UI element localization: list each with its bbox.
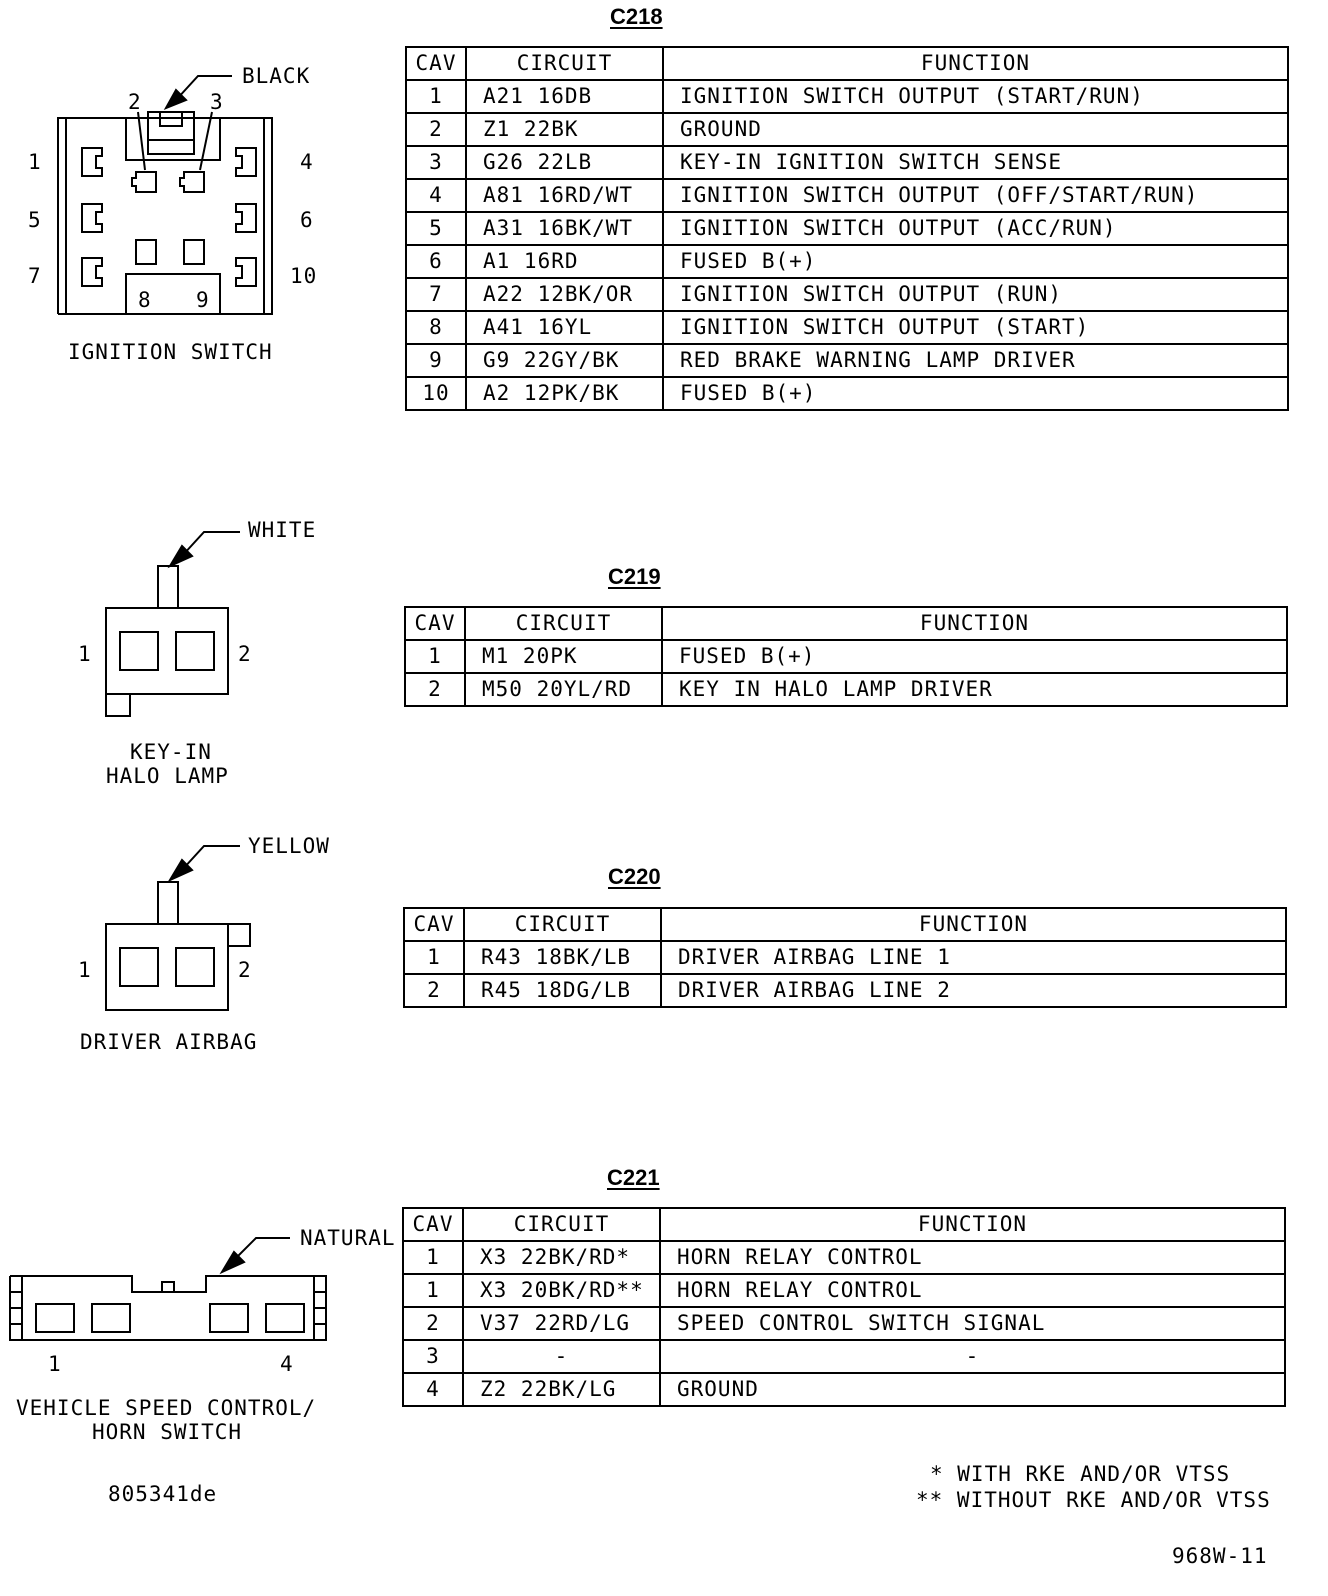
c219-table — [404, 606, 1288, 707]
header-cav: CAV — [405, 607, 465, 640]
cell-function: KEY IN HALO LAMP DRIVER — [662, 673, 1287, 706]
pin-label-8: 8 — [138, 288, 152, 312]
c221-table — [402, 1207, 1286, 1407]
horn-switch-connector-drawing — [0, 1220, 340, 1350]
cell-function: IGNITION SWITCH OUTPUT (OFF/START/RUN) — [663, 179, 1288, 212]
figure-id: 805341de — [108, 1482, 218, 1506]
cell-cav: 7 — [406, 278, 466, 311]
cell-function: - — [660, 1340, 1285, 1373]
cell-circuit: G26 22LB — [466, 146, 663, 179]
cell-circuit: A21 16DB — [466, 80, 663, 113]
cell-function: FUSED B(+) — [662, 640, 1287, 673]
cell-function: GROUND — [660, 1373, 1285, 1406]
table-row — [403, 1274, 1285, 1307]
table-row — [406, 179, 1288, 212]
cell-function: IGNITION SWITCH OUTPUT (START) — [663, 311, 1288, 344]
drawing-number: 968W-11 — [1172, 1544, 1268, 1568]
airbag-pin-label-2: 2 — [238, 958, 252, 982]
cell-cav: 1 — [403, 1241, 463, 1274]
table-row — [403, 1373, 1285, 1406]
cell-circuit: A1 16RD — [466, 245, 663, 278]
header-circuit: CIRCUIT — [463, 1208, 660, 1241]
cell-function: IGNITION SWITCH OUTPUT (START/RUN) — [663, 80, 1288, 113]
cell-function: KEY-IN IGNITION SWITCH SENSE — [663, 146, 1288, 179]
footnote-double-star: ** WITHOUT RKE AND/OR VTSS — [916, 1488, 1271, 1512]
header-cav: CAV — [406, 47, 466, 80]
table-row — [406, 344, 1288, 377]
header-circuit: CIRCUIT — [466, 47, 663, 80]
c218-table — [405, 46, 1289, 411]
header-function: FUNCTION — [663, 47, 1288, 80]
table-row — [406, 278, 1288, 311]
horn-switch-name-line1: VEHICLE SPEED CONTROL/ — [16, 1396, 317, 1420]
cell-function: GROUND — [663, 113, 1288, 146]
halo-lamp-color-label: WHITE — [248, 518, 317, 542]
airbag-pin-label-1: 1 — [78, 958, 92, 982]
cell-cav: 1 — [406, 80, 466, 113]
halo-pin-label-1: 1 — [78, 642, 92, 666]
table-row — [403, 1307, 1285, 1340]
cell-function: FUSED B(+) — [663, 245, 1288, 278]
header-function: FUNCTION — [662, 607, 1287, 640]
cell-cav: 2 — [403, 1307, 463, 1340]
cell-circuit: M1 20PK — [465, 640, 662, 673]
halo-pin-label-2: 2 — [238, 642, 252, 666]
pin-label-1: 1 — [28, 150, 42, 174]
halo-lamp-connector-drawing — [0, 520, 320, 720]
pin-label-10: 10 — [290, 264, 318, 288]
cell-cav: 2 — [405, 673, 465, 706]
cell-circuit: R43 18BK/LB — [464, 941, 661, 974]
table-row — [406, 146, 1288, 179]
cell-circuit: V37 22RD/LG — [463, 1307, 660, 1340]
header-function: FUNCTION — [661, 908, 1286, 941]
cell-circuit: X3 22BK/RD* — [463, 1241, 660, 1274]
cell-function: DRIVER AIRBAG LINE 2 — [661, 974, 1286, 1007]
footnote-single-star: * WITH RKE AND/OR VTSS — [930, 1462, 1231, 1486]
pin-label-3: 3 — [210, 90, 224, 114]
c220-title: C220 — [608, 864, 661, 889]
table-row — [405, 673, 1287, 706]
header-function: FUNCTION — [660, 1208, 1285, 1241]
table-row — [404, 941, 1286, 974]
cell-function: IGNITION SWITCH OUTPUT (RUN) — [663, 278, 1288, 311]
cell-cav: 6 — [406, 245, 466, 278]
horn-switch-name-line2: HORN SWITCH — [92, 1420, 243, 1444]
horn-pin-label-1: 1 — [48, 1352, 62, 1376]
cell-cav: 1 — [405, 640, 465, 673]
table-row — [405, 640, 1287, 673]
cell-cav: 5 — [406, 212, 466, 245]
cell-cav: 2 — [406, 113, 466, 146]
table-row — [406, 113, 1288, 146]
cell-cav: 4 — [403, 1373, 463, 1406]
table-row — [403, 1340, 1285, 1373]
header-circuit: CIRCUIT — [464, 908, 661, 941]
table-row — [406, 212, 1288, 245]
horn-switch-color-label: NATURAL — [300, 1226, 396, 1250]
cell-circuit: A81 16RD/WT — [466, 179, 663, 212]
table-row — [404, 974, 1286, 1007]
cell-circuit: A2 12PK/BK — [466, 377, 663, 410]
driver-airbag-connector-drawing — [0, 836, 330, 1016]
cell-circuit: R45 18DG/LB — [464, 974, 661, 1007]
cell-cav: 9 — [406, 344, 466, 377]
pin-label-7: 7 — [28, 264, 42, 288]
cell-function: HORN RELAY CONTROL — [660, 1274, 1285, 1307]
c218-title: C218 — [610, 4, 663, 29]
pin-label-6: 6 — [300, 208, 314, 232]
header-cav: CAV — [403, 1208, 463, 1241]
cell-function: DRIVER AIRBAG LINE 1 — [661, 941, 1286, 974]
cell-circuit: X3 20BK/RD** — [463, 1274, 660, 1307]
table-row — [406, 80, 1288, 113]
c220-table — [403, 907, 1287, 1008]
cell-cav: 8 — [406, 311, 466, 344]
cell-cav: 1 — [403, 1274, 463, 1307]
cell-circuit: A41 16YL — [466, 311, 663, 344]
cell-circuit: - — [463, 1340, 660, 1373]
halo-lamp-name-line2: HALO LAMP — [106, 764, 229, 788]
cell-circuit: G9 22GY/BK — [466, 344, 663, 377]
table-row — [406, 311, 1288, 344]
cell-cav: 3 — [403, 1340, 463, 1373]
c221-title: C221 — [607, 1165, 660, 1190]
cell-circuit: Z1 22BK — [466, 113, 663, 146]
cell-function: RED BRAKE WARNING LAMP DRIVER — [663, 344, 1288, 377]
cell-cav: 1 — [404, 941, 464, 974]
pin-label-9: 9 — [196, 288, 210, 312]
cell-function: SPEED CONTROL SWITCH SIGNAL — [660, 1307, 1285, 1340]
cell-circuit: M50 20YL/RD — [465, 673, 662, 706]
pin-label-5: 5 — [28, 208, 42, 232]
table-row — [406, 245, 1288, 278]
cell-function: FUSED B(+) — [663, 377, 1288, 410]
driver-airbag-color-label: YELLOW — [248, 834, 330, 858]
cell-circuit: A31 16BK/WT — [466, 212, 663, 245]
halo-lamp-name-line1: KEY-IN — [130, 740, 212, 764]
header-cav: CAV — [404, 908, 464, 941]
cell-function: IGNITION SWITCH OUTPUT (ACC/RUN) — [663, 212, 1288, 245]
horn-pin-label-4: 4 — [280, 1352, 294, 1376]
cell-function: HORN RELAY CONTROL — [660, 1241, 1285, 1274]
pin-label-4: 4 — [300, 150, 314, 174]
cell-cav: 3 — [406, 146, 466, 179]
table-row — [403, 1241, 1285, 1274]
cell-circuit: A22 12BK/OR — [466, 278, 663, 311]
cell-cav: 4 — [406, 179, 466, 212]
cell-cav: 10 — [406, 377, 466, 410]
driver-airbag-name: DRIVER AIRBAG — [80, 1030, 258, 1054]
pin-label-2: 2 — [128, 90, 142, 114]
ignition-switch-color-label: BLACK — [242, 64, 311, 88]
cell-circuit: Z2 22BK/LG — [463, 1373, 660, 1406]
c219-title: C219 — [608, 564, 661, 589]
header-circuit: CIRCUIT — [465, 607, 662, 640]
table-row — [406, 377, 1288, 410]
cell-cav: 2 — [404, 974, 464, 1007]
ignition-switch-name: IGNITION SWITCH — [68, 340, 273, 364]
ignition-switch-connector-drawing — [0, 60, 320, 330]
